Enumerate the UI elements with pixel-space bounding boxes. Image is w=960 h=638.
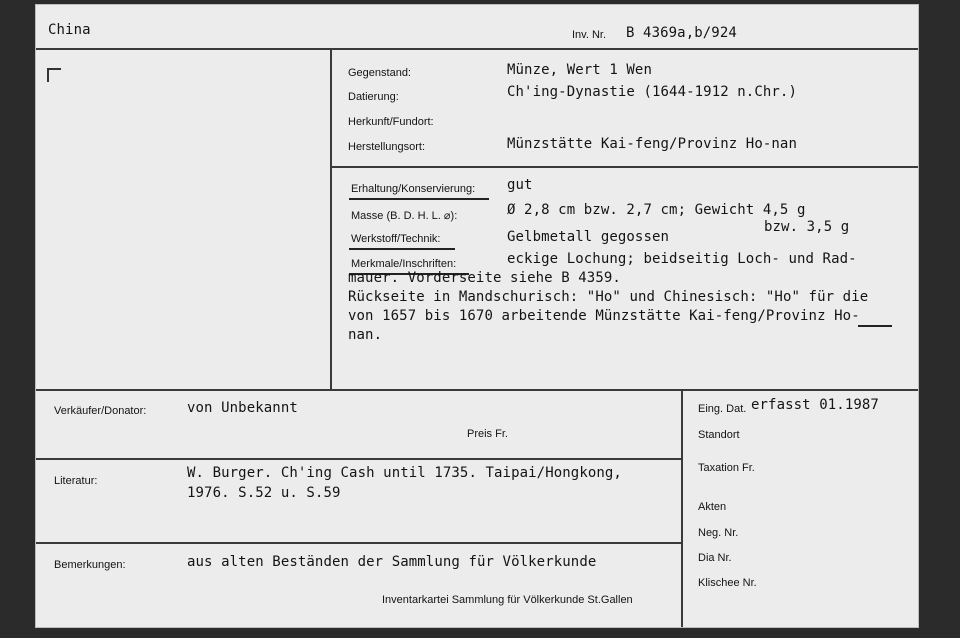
akten-label: Akten: [698, 501, 727, 513]
herstellungsort-label: Herstellungsort:: [348, 141, 426, 153]
rule-object: [330, 166, 918, 168]
erhaltung-value: gut: [507, 177, 533, 193]
country: China: [48, 22, 91, 38]
literatur-line-2: 1976. S.52 u. S.59: [187, 485, 341, 501]
datierung-label: Datierung:: [348, 91, 399, 103]
verkaeufer-value: von Unbekannt: [187, 400, 298, 416]
neg-nr-label: Neg. Nr.: [698, 527, 739, 539]
werkstoff-label: Werkstoff/Technik:: [351, 233, 441, 245]
bemerkungen-value: aus alten Beständen der Sammlung für Völkerkunde: [187, 554, 597, 570]
werkstoff-underline: [349, 248, 455, 250]
merkmale-ho-underline: [858, 325, 892, 327]
klischee-nr-label: Klischee Nr.: [698, 577, 757, 589]
masse-value-2: bzw. 3,5 g: [764, 219, 850, 235]
merkmale-line-4: von 1657 bis 1670 arbeitende Münzstätte Kai-feng/Provinz Ho-: [348, 308, 860, 324]
masse-value-1: Ø 2,8 cm bzw. 2,7 cm; Gewicht 4,5 g: [507, 202, 806, 218]
inv-label: Inv. Nr.: [572, 29, 607, 41]
erhaltung-label: Erhaltung/Konservierung:: [351, 183, 476, 195]
merkmale-label: Merkmale/Inschriften:: [351, 258, 457, 270]
verkaeufer-label: Verkäufer/Donator:: [54, 405, 147, 417]
eing-dat-value: erfasst 01.1987: [751, 397, 879, 413]
masse-label: Masse (B. D. H. L. ⌀):: [351, 210, 458, 222]
standort-label: Standort: [698, 429, 740, 441]
rule-literatur: [36, 542, 681, 544]
werkstoff-value: Gelbmetall gegossen: [507, 229, 670, 245]
herkunft-label: Herkunft/Fundort:: [348, 116, 434, 128]
corner-mark: [47, 68, 61, 82]
merkmale-line-1: eckige Lochung; beidseitig Loch- und Rad-: [507, 251, 857, 267]
rule-verkaeufer: [36, 458, 681, 460]
herstellungsort-value: Münzstätte Kai-feng/Provinz Ho-nan: [507, 136, 797, 152]
card-footer: Inventarkartei Sammlung für Völkerkunde St.Gallen: [382, 594, 633, 606]
dia-nr-label: Dia Nr.: [698, 552, 732, 564]
rule-lower: [36, 389, 918, 391]
inventory-card: [35, 4, 919, 628]
taxation-label: Taxation Fr.: [698, 462, 755, 474]
rule-side-column: [681, 389, 683, 627]
merkmale-line-3: Rückseite in Mandschurisch: "Ho" und Chinesisch: "Ho" für die: [348, 289, 869, 305]
merkmale-line-2: mauer. Vorderseite siehe B 4359.: [348, 270, 621, 286]
bemerkungen-label: Bemerkungen:: [54, 559, 126, 571]
preis-label: Preis Fr.: [467, 428, 508, 440]
rule-header: [36, 48, 918, 50]
gegenstand-label: Gegenstand:: [348, 67, 411, 79]
literatur-label: Literatur:: [54, 475, 98, 487]
gegenstand-value: Münze, Wert 1 Wen: [507, 62, 652, 78]
eing-dat-label: Eing. Dat.: [698, 403, 747, 415]
rule-left-column: [330, 48, 332, 389]
merkmale-line-5: nan.: [348, 327, 383, 343]
inv-number: B 4369a,b/924: [626, 25, 737, 41]
datierung-value: Ch'ing-Dynastie (1644-1912 n.Chr.): [507, 84, 797, 100]
erhaltung-underline: [349, 198, 489, 200]
literatur-line-1: W. Burger. Ch'ing Cash until 1735. Taipai/Hongkong,: [187, 465, 622, 481]
